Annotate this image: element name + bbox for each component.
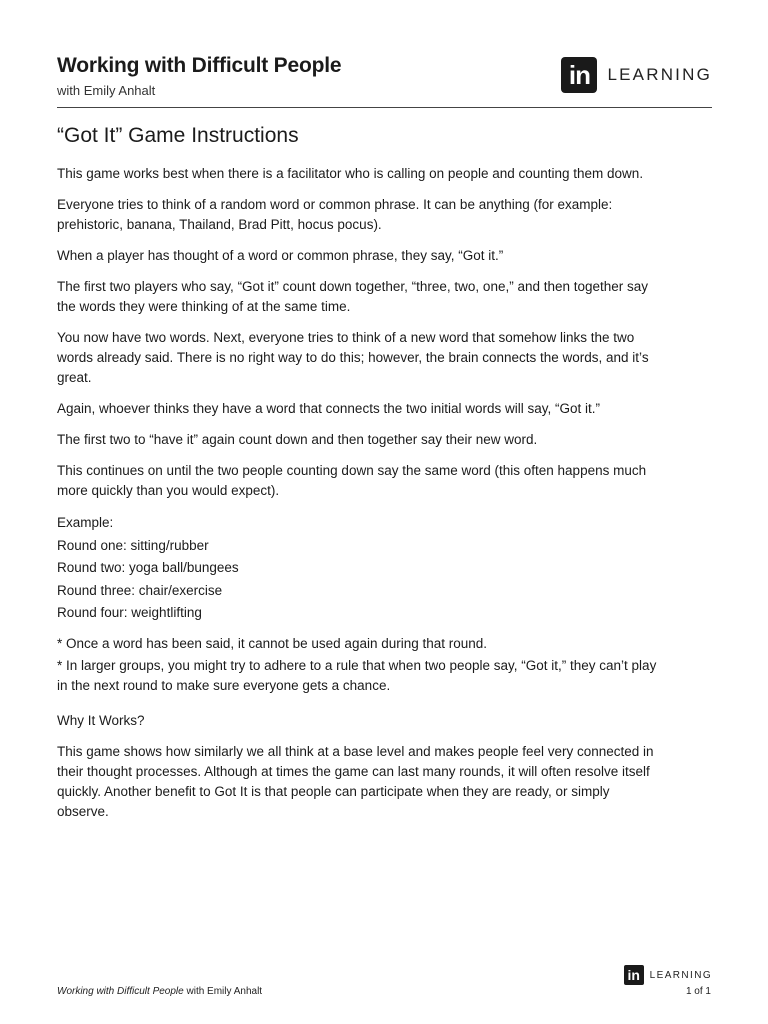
note-larger-groups: * In larger groups, you might try to adhere to a rule that when two people say, “Got it,” they can’t play in the next round to make sure everyone gets a chance. [57, 657, 657, 693]
paragraph-got-it: When a player has thought of a word or common phrase, they say, “Got it.” [57, 248, 504, 263]
example-round-two: Round two: yoga ball/bungees [57, 560, 239, 575]
paragraph-have-it: The first two to “have it” again count down and then together say their new word. [57, 432, 538, 447]
linkedin-learning-logo [561, 57, 712, 93]
header-divider [57, 107, 712, 108]
document-body [57, 164, 657, 833]
why-paragraph: This game shows how similarly we all think at a base level and makes people feel very connected in their thought processes. Although at times the game can last many rounds, it will often resolve itself quickly. Another benefit to Got It is that people can participate when they are ready, or simply observe. [57, 743, 654, 819]
course-instructor: with Emily Anhalt [57, 83, 156, 98]
page-number: 1 of 1 [685, 986, 711, 997]
example-heading: Example: [57, 515, 114, 530]
footer-linkedin-in-icon: in [624, 965, 644, 985]
footer-brand-learning-text: LEARNING [649, 969, 712, 981]
example-round-one: Round one: sitting/rubber [57, 537, 209, 553]
course-title: Working with Difficult People [57, 54, 342, 77]
page-header [57, 54, 712, 108]
paragraph-count-down: The first two players who say, “Got it” count down together, “three, two, one,” and then together say the words they were thinking of at the same time. [57, 279, 649, 314]
paragraph-again: Again, whoever thinks they have a word that connects the two initial words will say, “Got it.” [57, 401, 600, 416]
notes-list [57, 634, 657, 696]
document-title: “Got It” Game Instructions [57, 124, 299, 147]
note-no-repeat: * Once a word has been said, it cannot be used again during that round. [57, 635, 488, 651]
linkedin-in-icon: in [561, 57, 597, 93]
example-round-three: Round three: chair/exercise [57, 582, 223, 598]
footer-instructor: with Emily Anhalt [183, 986, 263, 997]
example-list [57, 512, 657, 625]
paragraph-two-words: You now have two words. Next, everyone tries to think of a new word that somehow links the two words already said. There is no right way to do this; however, the brain connects the words, and it’s great. [57, 330, 649, 385]
paragraph-continues: This continues on until the two people counting down say the same word (this often happens much more quickly than you would expect). [57, 463, 647, 498]
why-heading: Why It Works? [57, 712, 145, 728]
paragraph-facilitator: This game works best when there is a facilitator who is calling on people and counting them down. [57, 166, 644, 181]
footer-linkedin-learning-logo [624, 965, 712, 985]
footer-course-credit [57, 986, 262, 997]
example-round-four: Round four: weightlifting [57, 605, 202, 620]
paragraph-random-word: Everyone tries to think of a random word or common phrase. It can be anything (for example: prehistoric, banana, Thailand, Brad Pitt, hocus pocus). [57, 197, 613, 232]
footer-course-title: Working with Difficult People [57, 986, 184, 997]
brand-learning-text: LEARNING [607, 65, 712, 84]
